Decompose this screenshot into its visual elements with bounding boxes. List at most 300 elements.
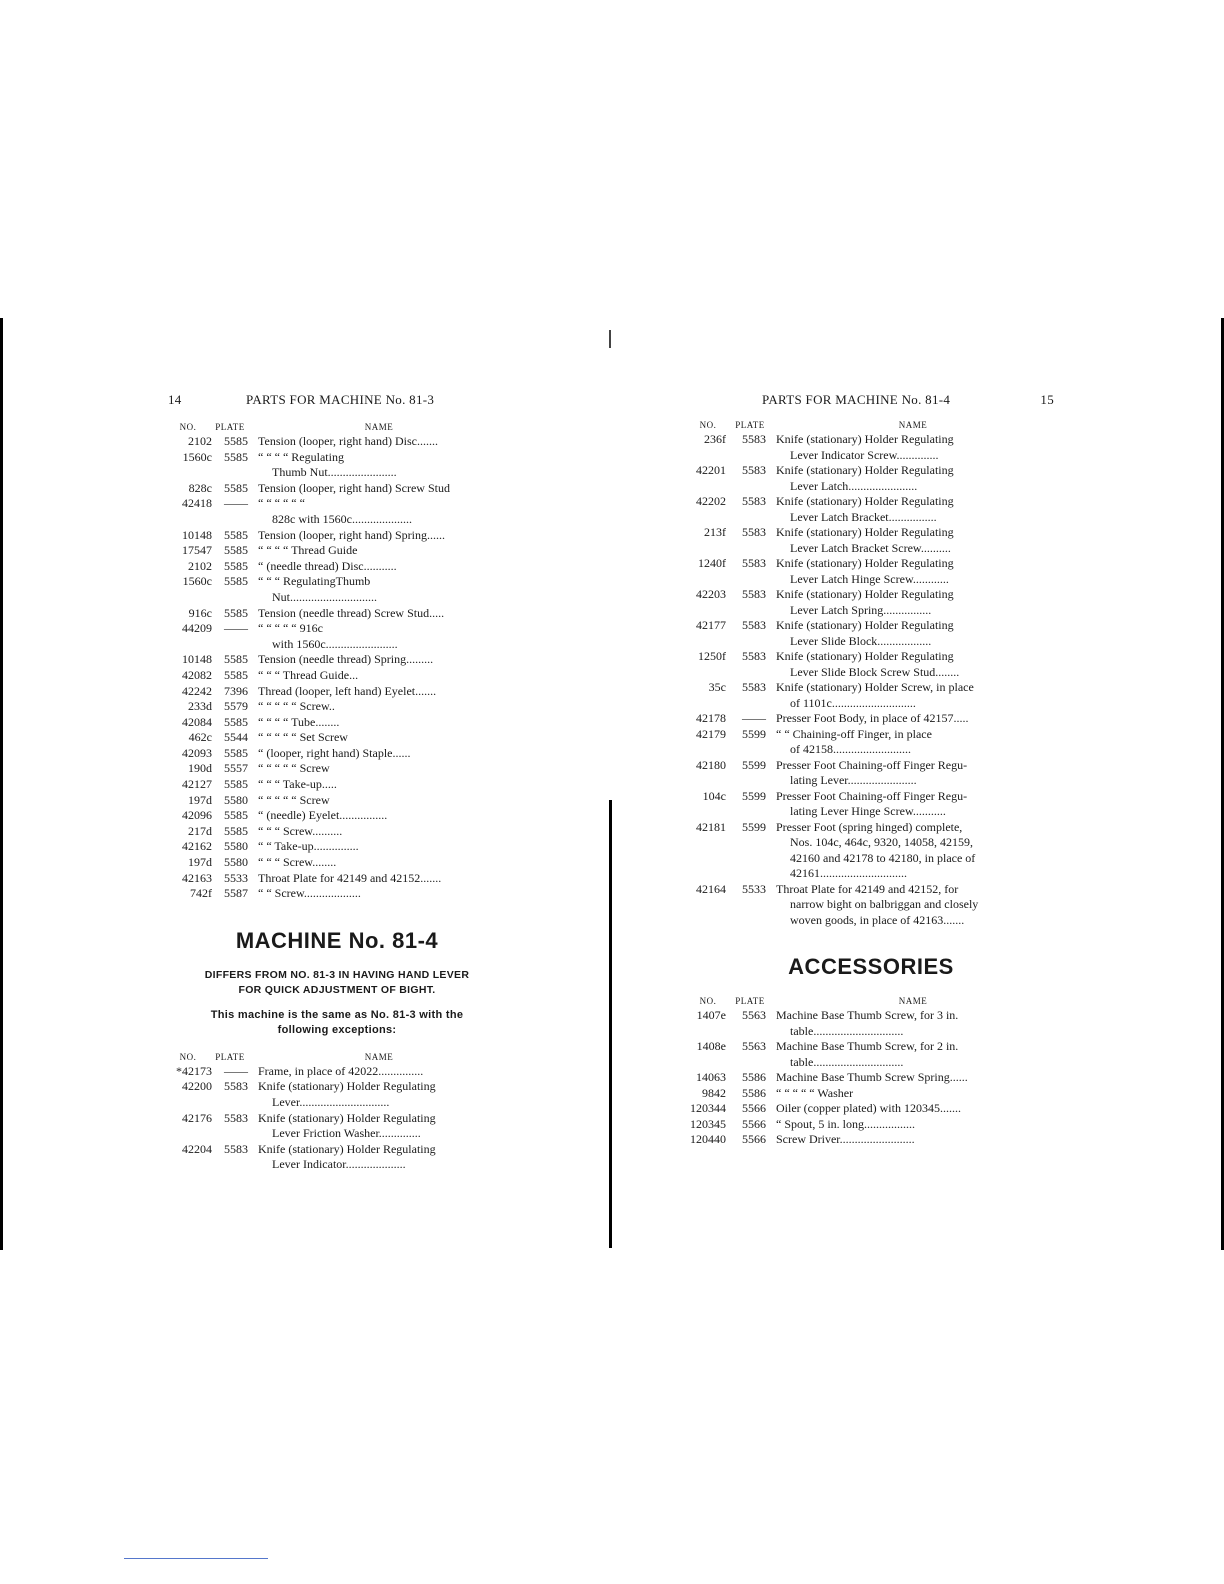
column-header [688, 996, 1054, 1006]
part-name-line: 42160 and 42178 to 42180, in place of [790, 850, 976, 865]
plate-number: —— [224, 496, 248, 511]
part-name [258, 886, 506, 902]
part-name-line: “ “ “ Thread Guide... [258, 667, 359, 682]
part-name [258, 824, 506, 840]
part-name-line: “ “ “ “ Tube........ [258, 714, 340, 729]
part-name-line: of 42158.......................... [790, 742, 911, 756]
part-name-line: Lever Friction Washer.............. [272, 1126, 421, 1141]
part-number: 742f [190, 886, 212, 901]
part-name-line: Oiler (copper plated) with 120345....... [776, 1101, 961, 1115]
part-number: 120440 [690, 1132, 726, 1146]
section-title: ACCESSORIES [788, 954, 954, 979]
part-name [776, 1070, 1054, 1086]
part-number: 42164 [696, 881, 726, 896]
part-name [776, 587, 1054, 618]
col-name: NAME [364, 422, 394, 432]
part-name [776, 1086, 1054, 1102]
part-name [258, 761, 506, 777]
part-number: 10148 [182, 527, 212, 542]
note-line: following exceptions: [277, 1023, 397, 1036]
part-name-line: Tension (looper, right hand) Disc....... [258, 434, 438, 448]
part-name-line: Presser Foot Body, in place of 42157..... [776, 711, 969, 725]
part-name-line: Knife (stationary) Holder Regulating [776, 618, 954, 632]
part-number: 120344 [690, 1101, 726, 1115]
part-name [258, 793, 506, 809]
table-row [168, 871, 506, 887]
part-name-line: “ “ “ “ “ Screw [258, 761, 330, 776]
page-number: 14 [168, 392, 182, 407]
part-name-line: woven goods, in place of 42163....... [790, 912, 965, 927]
part-name [776, 711, 1054, 727]
part-name-line: Lever Indicator Screw.............. [790, 447, 939, 462]
table-row [688, 494, 1054, 525]
part-name [258, 855, 506, 871]
part-number: 42093 [182, 745, 212, 760]
part-name-line: “ “ Chaining-off Finger, in place [776, 726, 932, 741]
left-page [168, 392, 506, 1173]
part-name [258, 871, 506, 887]
part-name-line: Throat Plate for 42149 and 42152, for [776, 881, 959, 896]
page-number: 15 [1040, 392, 1054, 407]
bottom-underline [124, 1558, 268, 1559]
col-plate: PLATE [735, 996, 765, 1006]
plate-number: 5583 [742, 556, 766, 570]
part-name [258, 606, 506, 622]
plate-number: —— [224, 1063, 248, 1078]
plate-number: 5583 [742, 432, 766, 446]
part-name [776, 1117, 1054, 1133]
part-name [258, 699, 506, 715]
part-number: 42178 [696, 711, 726, 725]
plate-number: 5587 [224, 886, 248, 901]
part-number: 42201 [696, 463, 726, 477]
part-number: *42173 [176, 1063, 212, 1078]
table-row [168, 699, 506, 715]
part-name-line: “ “ “ “ “ Screw [258, 792, 330, 807]
table-row [168, 684, 506, 700]
part-name-line: Frame, in place of 42022............... [258, 1063, 424, 1078]
table-row [688, 525, 1054, 556]
plate-number: 5544 [224, 730, 248, 745]
part-name-line: 42161............................. [790, 866, 907, 880]
part-name-line: “ “ Take-up............... [258, 839, 359, 854]
part-name [258, 652, 506, 668]
section-subtitle [168, 968, 506, 998]
table-row [688, 1008, 1054, 1039]
part-number: 190d [188, 761, 212, 776]
column-header [688, 420, 1054, 430]
gutter-mark [609, 330, 611, 348]
col-plate: PLATE [735, 420, 765, 430]
table-row [168, 777, 506, 793]
part-name-line: Presser Foot Chaining-off Finger Regu- [776, 788, 968, 803]
part-number: 42418 [182, 496, 212, 511]
table-row [168, 824, 506, 840]
parts-list [688, 1008, 1054, 1148]
part-number: 42162 [182, 839, 212, 854]
part-number: 42176 [182, 1110, 212, 1125]
part-name [776, 680, 1054, 711]
table-row [688, 649, 1054, 680]
part-name [776, 820, 1054, 882]
part-name-line: “ “ “ “ “ Set Screw [258, 730, 348, 745]
part-name-line: Thumb Nut....................... [272, 465, 397, 480]
part-number: 462c [188, 730, 212, 745]
col-no: NO. [179, 422, 197, 432]
part-number: 42177 [696, 618, 726, 632]
part-name [258, 808, 506, 824]
plate-number: 5583 [224, 1110, 248, 1125]
table-row [168, 761, 506, 777]
part-name-line: “ “ “ “ “ “ [258, 496, 305, 511]
table-row [688, 432, 1054, 463]
part-number: 42096 [182, 808, 212, 823]
part-number: 42082 [182, 667, 212, 682]
table-row [168, 886, 506, 902]
part-name [776, 727, 1054, 758]
part-name-line: with 1560c........................ [272, 636, 398, 651]
part-name [776, 789, 1054, 820]
part-number: 42084 [182, 714, 212, 729]
part-name-line: Lever Latch Spring................ [790, 602, 932, 617]
plate-number: 5580 [224, 792, 248, 807]
table-row [168, 496, 506, 527]
plate-number: 5585 [224, 574, 248, 589]
part-name [258, 684, 506, 700]
plate-number: 5585 [224, 745, 248, 760]
col-plate: PLATE [215, 422, 245, 432]
part-name [258, 746, 506, 762]
part-number: 1408e [696, 1039, 726, 1053]
part-name [258, 1111, 506, 1142]
plate-number: 5585 [224, 823, 248, 838]
part-number: 10148 [182, 652, 212, 667]
part-name [258, 543, 506, 559]
plate-number: 5583 [742, 463, 766, 477]
table-row [168, 434, 506, 450]
part-number: 42202 [696, 494, 726, 508]
plate-number: 5583 [742, 649, 766, 663]
plate-number: 5585 [224, 714, 248, 729]
part-name-line: “ (needle) Eyelet................ [258, 808, 388, 823]
part-name-line: Presser Foot Chaining-off Finger Regu- [776, 757, 968, 772]
part-name-line: Knife (stationary) Holder Regulating [258, 1079, 436, 1094]
col-no: NO. [699, 996, 717, 1006]
col-name: NAME [898, 996, 928, 1006]
part-name-line: “ Spout, 5 in. long................. [776, 1116, 916, 1131]
table-row [688, 618, 1054, 649]
scan-edge-left [0, 318, 3, 1250]
part-number: 42180 [696, 757, 726, 772]
part-name [776, 618, 1054, 649]
part-name-line: Machine Base Thumb Screw, for 2 in. [776, 1039, 959, 1053]
part-number: 828c [188, 480, 212, 495]
part-name [258, 574, 506, 605]
part-number: 35c [708, 680, 726, 694]
section-note [168, 1008, 506, 1038]
table-row [688, 1039, 1054, 1070]
part-name-line: table.............................. [790, 1054, 904, 1069]
part-name-line: “ “ “ “ “ Screw.. [258, 699, 335, 714]
plate-number: 7396 [224, 683, 248, 698]
part-number: 42179 [696, 726, 726, 741]
part-name-line: Screw Driver......................... [776, 1132, 915, 1146]
part-name-line: Knife (stationary) Holder Regulating [776, 463, 954, 477]
table-row [168, 839, 506, 855]
part-number: 916c [188, 605, 212, 620]
table-row [168, 808, 506, 824]
plate-number: —— [742, 711, 766, 725]
table-row [688, 587, 1054, 618]
part-name-line: “ “ “ “ “ 916c [258, 621, 323, 636]
plate-number: 5585 [224, 543, 248, 558]
part-name-line: “ “ “ Take-up..... [258, 777, 337, 792]
plate-number: 5599 [742, 819, 766, 834]
part-name [776, 758, 1054, 789]
table-row [168, 793, 506, 809]
plate-number: 5599 [742, 788, 766, 803]
plate-number: 5566 [742, 1101, 766, 1115]
part-name [776, 1132, 1054, 1148]
plate-number: 5566 [742, 1116, 766, 1131]
part-name [258, 1079, 506, 1110]
part-name-line: Tension (looper, right hand) Screw Stud [258, 480, 450, 495]
plate-number: 5586 [742, 1085, 766, 1100]
part-name-line: table.............................. [790, 1023, 904, 1038]
part-name [258, 777, 506, 793]
part-name-line: Lever Latch....................... [790, 478, 918, 493]
table-row [688, 1101, 1054, 1117]
part-number: 42127 [182, 777, 212, 792]
part-name-line: Machine Base Thumb Screw, for 3 in. [776, 1008, 959, 1022]
part-number: 104c [702, 788, 726, 803]
part-name-line: Tension (looper, right hand) Spring...... [258, 527, 445, 542]
plate-number: —— [224, 621, 248, 636]
part-number: 1250f [698, 649, 726, 663]
part-name-line: Presser Foot (spring hinged) complete, [776, 819, 963, 834]
part-name [258, 1064, 506, 1080]
table-row [168, 606, 506, 622]
plate-number: 5585 [224, 808, 248, 823]
part-name [776, 556, 1054, 587]
part-name-line: Nos. 104c, 464c, 9320, 14058, 42159, [790, 835, 973, 849]
table-row [688, 820, 1054, 882]
col-no: NO. [179, 1051, 197, 1062]
part-name-line: Thread (looper, left hand) Eyelet....... [258, 683, 437, 698]
plate-number: 5585 [224, 480, 248, 495]
part-number: 14063 [696, 1070, 726, 1084]
part-name-line: Lever Latch Hinge Screw............ [790, 571, 949, 586]
table-row [688, 711, 1054, 727]
table-row [688, 463, 1054, 494]
table-row [688, 727, 1054, 758]
part-number: 217d [188, 823, 212, 838]
plate-number: 5585 [224, 605, 248, 620]
table-row [168, 450, 506, 481]
table-row [688, 758, 1054, 789]
plate-number: 5563 [742, 1008, 766, 1022]
plate-number: 5533 [224, 870, 248, 885]
plate-number: 5585 [224, 652, 248, 667]
parts-list [688, 432, 1054, 928]
table-row [168, 528, 506, 544]
col-name: NAME [364, 1051, 394, 1062]
part-name-line: Knife (stationary) Holder Regulating [776, 494, 954, 508]
plate-number: 5583 [742, 587, 766, 601]
parts-list [168, 1064, 506, 1173]
plate-number: 5583 [742, 680, 766, 694]
plate-number: 5585 [224, 434, 248, 448]
running-title: PARTS FOR MACHINE No. 81-4 [762, 392, 951, 407]
plate-number: 5599 [742, 757, 766, 772]
part-name [776, 1039, 1054, 1070]
table-row [168, 715, 506, 731]
part-number: 42203 [696, 587, 726, 601]
part-name-line: Knife (stationary) Holder Screw, in place [776, 680, 974, 694]
table-row [168, 668, 506, 684]
part-name-line: Knife (stationary) Holder Regulating [258, 1141, 436, 1156]
column-header [168, 1052, 506, 1062]
part-name-line: lating Lever Hinge Screw........... [790, 804, 946, 818]
part-name [776, 463, 1054, 494]
part-name-line: Lever Slide Block Screw Stud........ [790, 664, 960, 679]
column-header [168, 422, 506, 432]
plate-number: 5586 [742, 1070, 766, 1084]
part-name-line: Knife (stationary) Holder Regulating [776, 432, 954, 446]
part-name-line: Nut............................. [272, 589, 377, 604]
part-name [776, 882, 1054, 929]
table-row [168, 1079, 506, 1110]
part-number: 42242 [182, 683, 212, 698]
part-number: 1560c [182, 574, 212, 589]
part-number: 42163 [182, 870, 212, 885]
col-no: NO. [699, 420, 717, 430]
part-name-line: Lever Slide Block.................. [790, 633, 932, 648]
plate-number: 5585 [224, 558, 248, 573]
part-name-line: narrow bight on balbriggan and closely [790, 897, 979, 911]
plate-number: 5585 [224, 527, 248, 542]
plate-number: 5557 [224, 761, 248, 776]
subtitle-line: DIFFERS FROM NO. 81-3 IN HAVING HAND LEVER [204, 968, 470, 981]
part-name [258, 496, 506, 527]
part-name-line: “ “ “ “ Thread Guide [258, 543, 358, 558]
part-name [258, 730, 506, 746]
col-name: NAME [898, 420, 928, 430]
part-number: 120345 [690, 1116, 726, 1131]
part-name [776, 525, 1054, 556]
page-gutter-line [609, 800, 612, 1248]
part-name [258, 715, 506, 731]
part-name-line: “ “ “ “ “ Washer [776, 1085, 854, 1100]
part-number: 42204 [182, 1141, 212, 1156]
plate-number: 5583 [224, 1079, 248, 1094]
part-name-line: Lever.............................. [272, 1095, 390, 1109]
plate-number: 5580 [224, 855, 248, 870]
part-number: 2102 [188, 558, 212, 573]
part-name-line: Knife (stationary) Holder Regulating [776, 525, 954, 539]
part-number: 2102 [188, 434, 212, 448]
col-plate: PLATE [215, 1051, 245, 1062]
table-row [168, 652, 506, 668]
parts-list [168, 434, 506, 902]
part-name [258, 668, 506, 684]
plate-number: 5585 [224, 667, 248, 682]
table-row [168, 746, 506, 762]
part-name-line: Knife (stationary) Holder Regulating [258, 1110, 436, 1125]
part-name [258, 1142, 506, 1173]
section-title: MACHINE No. 81-4 [235, 927, 439, 953]
table-row [688, 1070, 1054, 1086]
plate-number: 5580 [224, 839, 248, 854]
plate-number: 5585 [224, 449, 248, 464]
table-row [168, 1111, 506, 1142]
plate-number: 5599 [742, 726, 766, 741]
table-row [168, 855, 506, 871]
part-name-line: of 1101c............................ [790, 695, 916, 710]
part-name-line: “ “ “ “ Regulating [258, 449, 344, 464]
plate-number: 5583 [742, 525, 766, 539]
plate-number: 5566 [742, 1132, 766, 1146]
table-row [688, 1117, 1054, 1133]
part-number: 233d [188, 699, 212, 714]
part-name-line: “ “ Screw................... [258, 886, 361, 901]
part-number: 42181 [696, 819, 726, 834]
part-name-line: “ “ “ RegulatingThumb [258, 574, 371, 589]
part-name-line: Knife (stationary) Holder Regulating [776, 587, 954, 601]
table-row [168, 1064, 506, 1080]
plate-number: 5585 [224, 777, 248, 792]
part-name [258, 839, 506, 855]
part-number: 213f [704, 525, 726, 539]
part-number: 1560c [182, 449, 212, 464]
part-name-line: Throat Plate for 42149 and 42152....... [258, 870, 442, 885]
part-name [776, 649, 1054, 680]
table-row [168, 574, 506, 605]
plate-number: 5583 [742, 618, 766, 632]
plate-number: 5579 [224, 699, 248, 714]
part-name-line: Machine Base Thumb Screw Spring...... [776, 1070, 968, 1084]
part-number: 197d [188, 855, 212, 870]
part-name-line: “ “ “ Screw.......... [258, 823, 343, 838]
part-name-line: Lever Latch Bracket Screw.......... [790, 540, 951, 555]
right-page [688, 392, 1054, 1148]
table-row [688, 556, 1054, 587]
table-row [688, 1132, 1054, 1148]
part-name [258, 450, 506, 481]
part-name [258, 434, 506, 450]
part-name-line: Lever Indicator.................... [272, 1157, 406, 1172]
table-row [168, 481, 506, 497]
left-running-head [168, 392, 506, 410]
part-number: 17547 [182, 543, 212, 558]
part-name [776, 1101, 1054, 1117]
table-row [168, 543, 506, 559]
table-row [688, 1086, 1054, 1102]
table-row [688, 789, 1054, 820]
subtitle-line: FOR QUICK ADJUSTMENT OF BIGHT. [238, 983, 436, 996]
table-row [168, 1142, 506, 1173]
table-row [168, 730, 506, 746]
right-running-head [688, 392, 1054, 410]
part-name-line: “ (looper, right hand) Staple...... [258, 745, 411, 760]
part-name-line: 828c with 1560c.................... [272, 511, 412, 526]
part-name-line: Tension (needle thread) Screw Stud..... [258, 605, 445, 620]
running-title: PARTS FOR MACHINE No. 81-3 [246, 392, 435, 407]
part-number: 9842 [702, 1085, 726, 1100]
part-name [258, 528, 506, 544]
table-row [168, 621, 506, 652]
plate-number: 5583 [224, 1141, 248, 1156]
